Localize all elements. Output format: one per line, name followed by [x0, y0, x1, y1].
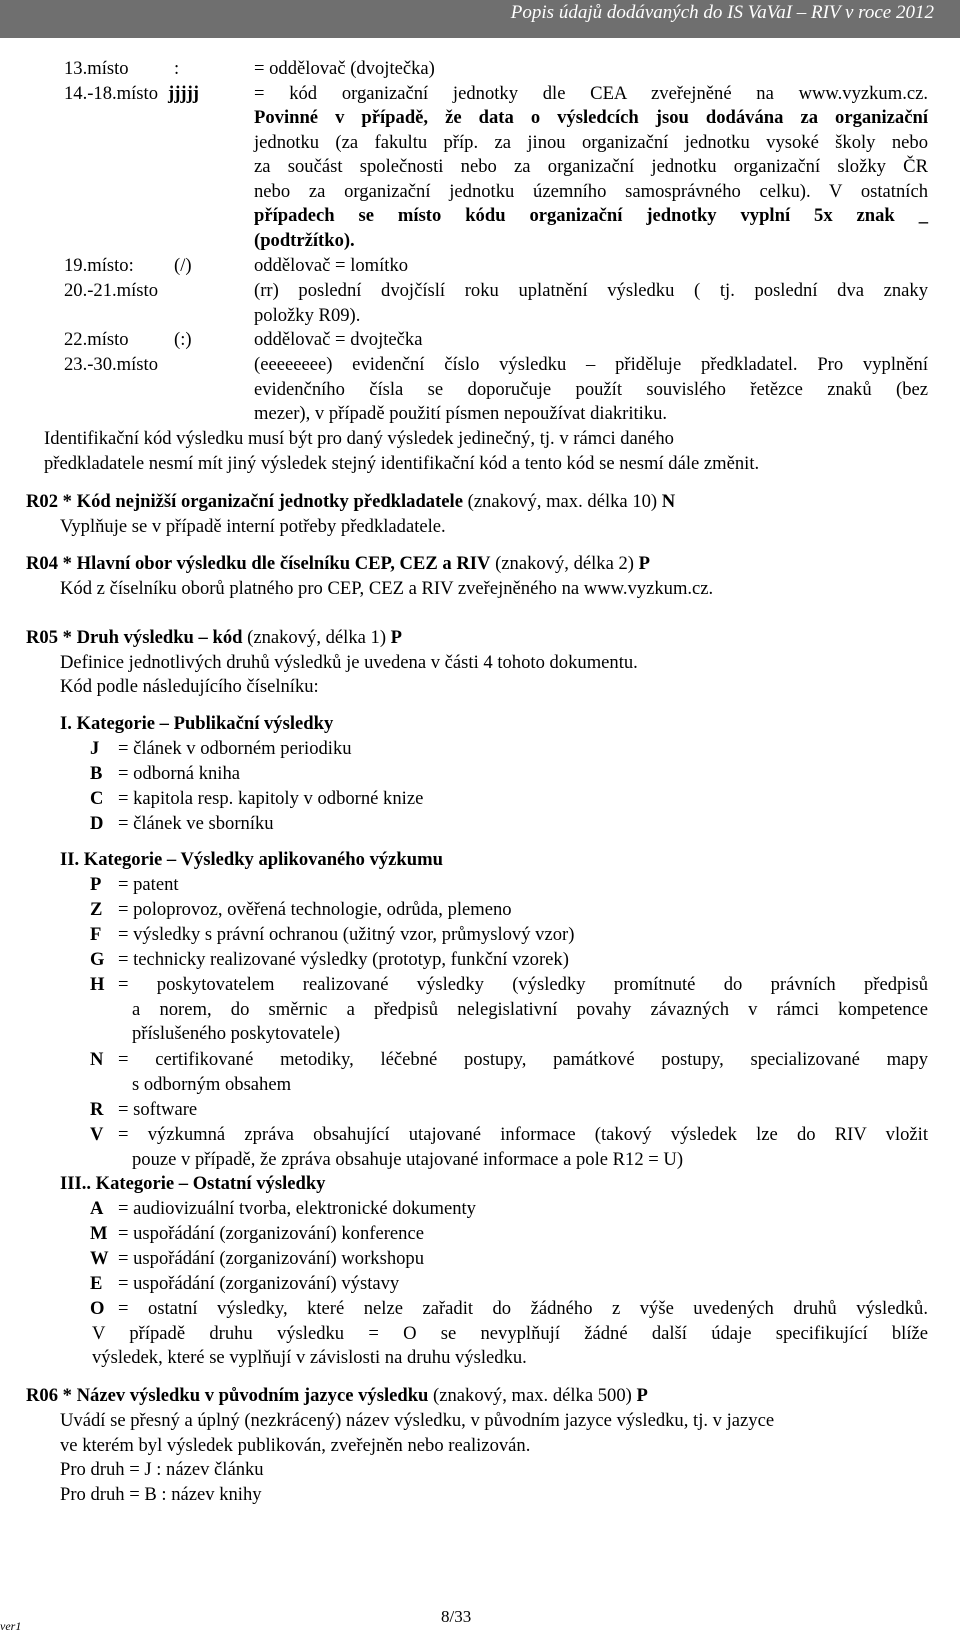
r04-meta: (znakový, délka 2)	[490, 553, 639, 574]
field-19-symbol: (/)	[174, 255, 192, 276]
code-text	[92, 1297, 928, 1371]
version-label: ver1	[0, 1619, 22, 1633]
code-letter: R	[90, 1099, 104, 1120]
code-text: = audiovizuální tvorba, elektronické dokumenty	[118, 1198, 476, 1219]
code-text-line: příslušeného poskytovatele)	[132, 1023, 341, 1045]
category-2-title: II. Kategorie – Výsledky aplikovaného výzkumu	[60, 849, 443, 870]
code-text: = článek v odborném periodiku	[118, 738, 352, 759]
code-text-line: pouze v případě, že zpráva obsahuje utajované informace a pole R12 = U)	[132, 1148, 684, 1170]
field-14-description	[254, 106, 928, 254]
code-text-line: výsledek, které se vyplňují v závislosti na druhu výsledku.	[92, 1347, 527, 1369]
field-20-line: položky R09).	[254, 304, 361, 326]
r02-meta: (znakový, max. délka 10)	[462, 491, 662, 512]
code-text	[118, 1048, 928, 1097]
r05-meta: (znakový, délka 1)	[242, 627, 391, 648]
identification-note-line: Identifikační kód výsledku musí být pro daný výsledek jedinečný, tj. v rámci daného	[44, 428, 674, 449]
field-14-symbol: jjjjj	[168, 83, 199, 104]
page-header	[0, 0, 960, 38]
code-text: = uspořádání (zorganizování) výstavy	[118, 1273, 400, 1294]
field-20-position: 20.-21.místo	[64, 280, 159, 301]
code-letter: H	[90, 974, 105, 995]
field-19-position: 19.místo:	[64, 255, 134, 276]
r06-description	[60, 1409, 928, 1507]
code-letter: M	[90, 1223, 108, 1244]
field-14-line: za součást společnosti nebo za organizační jednotku organizační složky ČR	[254, 156, 928, 178]
r02-title: R02 * Kód nejnižší organizační jednotky předkladatele	[26, 491, 463, 512]
r06-line: Uvádí se přesný a úplný (nezkrácený) název výsledku, v původním jazyce výsledku, tj. v jazyce	[60, 1410, 775, 1431]
r04-flag: P	[638, 553, 650, 574]
code-text-line: = ostatní výsledky, které nelze zařadit do žádného z výše uvedených druhů výsledků.	[118, 1298, 928, 1319]
r05-title: R05 * Druh výsledku – kód	[26, 627, 243, 648]
field-14-text: = kód organizační jednotky dle CEA zveřejněné na www.vyzkum.cz.	[254, 83, 928, 104]
identification-note	[44, 427, 928, 476]
r02-flag: N	[661, 491, 676, 512]
code-text-line: = certifikované metodiky, léčebné postupy, památkové postupy, specializované mapy	[118, 1049, 928, 1070]
field-20-description	[254, 279, 928, 328]
field-14-line: Povinné v případě, že data o výsledcích jsou dodávána za organizační	[254, 107, 928, 128]
code-letter: P	[90, 874, 102, 895]
category-1-title: I. Kategorie – Publikační výsledky	[60, 713, 334, 734]
code-letter: W	[90, 1248, 109, 1269]
code-letter: A	[90, 1198, 104, 1219]
code-letter: D	[90, 813, 104, 834]
field-22-text: oddělovač = dvojtečka	[254, 329, 423, 350]
code-text: = výsledky s právní ochranou (užitný vzor, průmyslový vzor)	[118, 924, 575, 945]
field-23-line: mezer), v případě použití písmen nepoužívat diakritiku.	[254, 403, 668, 425]
code-letter: F	[90, 924, 102, 945]
r05-description: Definice jednotlivých druhů výsledků je uvedena v části 4 tohoto dokumentu.	[60, 652, 638, 673]
r06-line: Pro druh = J : název článku	[60, 1459, 264, 1481]
code-letter: C	[90, 788, 104, 809]
field-14-line: nebo za organizační jednotku územního samosprávného celku). V ostatních	[254, 180, 928, 202]
code-text	[118, 973, 928, 1047]
field-14-line: (podtržítko).	[254, 229, 355, 251]
field-23-line: evidenčního čísla se doporučuje použít souvislého řetězce znaků (bez	[254, 378, 928, 400]
page-number: 8/33	[441, 1607, 472, 1626]
code-letter: J	[90, 738, 100, 759]
code-letter: Z	[90, 899, 103, 920]
code-text: = uspořádání (zorganizování) konference	[118, 1223, 424, 1244]
r06-meta: (znakový, max. délka 500)	[428, 1385, 637, 1406]
code-text	[118, 1123, 928, 1172]
identification-note-line: předkladatele nesmí mít jiný výsledek stejný identifikační kód a tento kód se nesmí dále změnit.	[44, 452, 760, 474]
field-19-text: oddělovač = lomítko	[254, 255, 409, 276]
field-23-line: (eeeeeeee) evidenční číslo výsledku – přiděluje předkladatel. Pro vyplnění	[254, 354, 928, 375]
field-14-line: případech se místo kódu organizační jednotky vyplní 5x znak _	[254, 205, 928, 227]
code-text-line: = poskytovatelem realizované výsledky (výsledky promítnuté do právních předpisů	[118, 974, 928, 995]
code-text: = technicky realizované výsledky (prototyp, funkční vzorek)	[118, 949, 569, 970]
section-r02	[26, 490, 675, 515]
code-letter: O	[90, 1298, 105, 1319]
code-text-line: = výzkumná zpráva obsahující utajované informace (takový výsledek lze do RIV vložit	[118, 1124, 928, 1145]
code-text: = poloprovoz, ověřená technologie, odrůda, plemeno	[118, 899, 512, 920]
code-text: = článek ve sborníku	[118, 813, 274, 834]
field-23-position: 23.-30.místo	[64, 354, 159, 375]
section-r06	[26, 1384, 648, 1409]
code-letter: V	[90, 1124, 104, 1145]
code-text-line: s odborným obsahem	[132, 1073, 292, 1095]
section-r05	[26, 626, 402, 651]
field-22-position: 22.místo	[64, 329, 129, 350]
field-22-symbol: (:)	[174, 329, 192, 350]
code-text: = software	[118, 1099, 198, 1120]
code-text-line: V případě druhu výsledku = O se nevyplňují žádné další údaje specifikující blíže	[92, 1322, 928, 1344]
r06-flag: P	[636, 1385, 648, 1406]
r02-description: Vyplňuje se v případě interní potřeby předkladatele.	[60, 516, 446, 537]
code-text-line: a norem, do směrnic a předpisů nelegislativní povahy závazných v rámci kompetence	[132, 998, 928, 1020]
field-13-text: = oddělovač (dvojtečka)	[254, 58, 435, 79]
code-text: = uspořádání (zorganizování) workshopu	[118, 1248, 425, 1269]
r06-line: Pro druh = B : název knihy	[60, 1483, 262, 1505]
field-13-position: 13.místo	[64, 58, 129, 79]
field-13-symbol: :	[174, 58, 180, 79]
category-3-title: III.. Kategorie – Ostatní výsledky	[60, 1173, 326, 1194]
field-14-position: 14.-18.místo	[64, 83, 159, 104]
code-text: = odborná kniha	[118, 763, 241, 784]
r06-line: ve kterém byl výsledek publikován, zveřejněn nebo realizován.	[60, 1434, 531, 1456]
code-letter: E	[90, 1273, 103, 1294]
field-23-description	[254, 353, 928, 427]
section-r04	[26, 552, 650, 577]
r06-title: R06 * Název výsledku v původním jazyce výsledku	[26, 1385, 429, 1406]
r04-title: R04 * Hlavní obor výsledku dle číselníku CEP, CEZ a RIV	[26, 553, 491, 574]
header-title: Popis údajů dodávaných do IS VaVaI – RIV v roce 2012	[510, 2, 934, 23]
field-20-line: (rr) poslední dvojčíslí roku uplatnění výsledku ( tj. poslední dva znaky	[254, 280, 928, 301]
code-letter: G	[90, 949, 105, 970]
code-text: = kapitola resp. kapitoly v odborné knize	[118, 788, 424, 809]
code-letter: N	[90, 1049, 104, 1070]
r04-description: Kód z číselníku oborů platného pro CEP, CEZ a RIV zveřejněného na www.vyzkum.cz.	[60, 578, 714, 599]
code-letter: B	[90, 763, 103, 784]
r05-flag: P	[390, 627, 403, 648]
field-14-line: jednotku (za fakultu příp. za jinou organizační jednotku vysoké školy nebo	[254, 131, 928, 153]
r05-codelist-intro: Kód podle následujícího číselníku:	[60, 676, 319, 697]
code-text: = patent	[118, 874, 179, 895]
